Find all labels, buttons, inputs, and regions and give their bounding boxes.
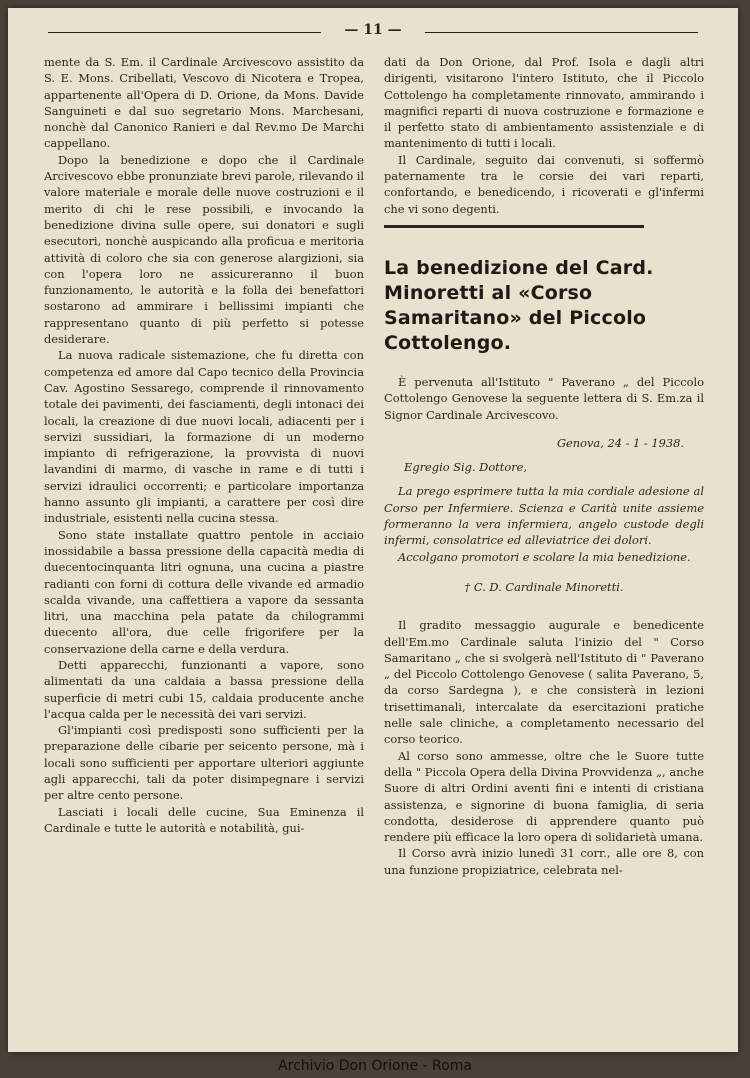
header-rule-right xyxy=(425,32,698,33)
paragraph: dati da Don Orione, dal Prof. Isola e dagli altri dirigenti, visitarono l'intero Istituto, che il Piccolo Cottolengo ha completamente rinnovato, ammirando i magnifici reparti di nuova costruzione e formazione e il perfetto stato di ambientamento assistenziale e di mantenimento di tutti i locali. xyxy=(384,55,704,151)
paragraph: Il Cardinale, seguito dai convenuti, si soffermò paternamente tra le corsie dei vari reparti, confortando, e benedicendo, i ricoverati e gl'infermi che vi sono degenti. xyxy=(384,152,704,216)
letter-signature: † C. D. Cardinale Minoretti. xyxy=(464,579,624,594)
article-intro: È pervenuta all'Istituto " Paverano „ del Piccolo Cottolengo Genovese la seguente lettera di S. Em.za il Signor Cardinale Arcivescovo. xyxy=(384,374,704,422)
letter-salutation: Egregio Sig. Dottore, xyxy=(404,460,527,475)
section-divider xyxy=(384,225,644,228)
paragraph: Sono state installate quattro pentole in acciaio inossidabile a bassa pressione della capacità media di duecentocinquanta litri ognuna, una cucina a piastre radianti con forni di cottura delle vivande ed armadio scalda vivande, una caffettiera a vapore da sessanta litri, una macchina pela patate da chilogrammi duecento all'ora, due celle frigorifere per la conservazione della carne e della verdura. xyxy=(44,527,364,656)
page-number: — 11 — xyxy=(336,22,409,38)
paragraph: Detti apparecchi, funzionanti a vapore, sono alimentati da una caldaia a bassa pressione della superficie di metri cubi 15, caldaia producente anche l'acqua calda per le necessità dei vari servizi. xyxy=(44,657,364,721)
paragraph: mente da S. Em. il Cardinale Arcivescovo assistito da S. E. Mons. Cribellati, Vescovo di Nicotera e Tropea, appartenente all'Opera di D. Orione, da Mons. Davide Sanguineti e dal suo segretario Mons. Marchesani, nonchè dal Canonico Ranieri e dal Rev.mo De Marchi cappellano. xyxy=(44,55,364,151)
document-page xyxy=(8,8,738,1052)
left-column xyxy=(44,54,364,836)
paragraph: Gl'impianti così predisposti sono sufficienti per la preparazione delle cibarie per seicento persone, mà i locali sono sufficienti per apportare ulteriori aggiunte agli apparecchi, tali da poter disimpegnare i servizi per altre cento persone. xyxy=(44,723,364,803)
letter-date: Genova, 24 - 1 - 1938. xyxy=(556,435,684,450)
letter xyxy=(384,435,704,595)
archive-footer: Archivio Don Orione - Roma xyxy=(278,1058,472,1074)
paragraph: Il Corso avrà inizio lunedì 31 corr., alle ore 8, con una funzione propiziatrice, celebrata nel- xyxy=(384,846,704,877)
paragraph: Lasciati i locali delle cucine, Sua Eminenza il Cardinale e tutte le autorità e notabilità, gui- xyxy=(44,804,364,835)
paragraph: La nuova radicale sistemazione, che fu diretta con competenza ed amore dal Capo tecnico della Provincia Cav. Agostino Sessarego, comprende il rinnovamento totale dei pavimenti, dei fasciamenti, degli intonaci dei locali, la creazione di due nuovi locali, adiacenti per i servizi sussidiari, la formazione di un moderno impianto di refrigerazione, la provvista di nuovi lavandini di marmo, di vasche in rame e di tutti i servizi idraulici occorrenti; e particolare importanza hanno assunto gli impianti, a carattere per così dire industriale, esistenti nella cucina stessa. xyxy=(44,348,364,526)
letter-paragraph: Accolgano promotori e scolare la mia benedizione. xyxy=(398,549,691,564)
page-header xyxy=(48,22,698,42)
right-column xyxy=(384,54,704,878)
letter-paragraph: La prego esprimere tutta la mia cordiale adesione al Corso per Infermiere. Scienza e Carità unite assieme formeranno la vera infermiera, angelo custode degli infermi, consolatrice ed alleviatrice dei dolori. xyxy=(384,484,704,548)
article-headline: La benedizione del Card. Minoretti al «Corso Samaritano» del Piccolo Cottolengo. xyxy=(384,256,654,354)
header-rule-left xyxy=(48,32,321,33)
paragraph: Dopo la benedizione e dopo che il Cardinale Arcivescovo ebbe pronunziate brevi parole, rilevando il valore materiale e morale delle nuove costruzioni e il merito di chi le rese possibili, e invocando la benedizione divina sulle opere, sui donatori e sugli esecutori, nonchè auspicando alla proficua e meritoria attività di coloro che sia con generose alargizioni, sia con l'opera loro ne assicureranno il buon funzionamento, le autorità e la folla dei benefattori sostarono ad ammirare i bellissimi impianti che rappresentano quanto di più perfetto si potesse desiderare. xyxy=(44,152,364,347)
paragraph: Il gradito messaggio augurale e benedicente dell'Em.mo Cardinale saluta l'inizio del " Corso Samaritano „ che si svolgerà nell'Istituto di " Paverano „ del Piccolo Cottolengo Genovese ( salita Paverano, 5, da corso Sardegna ), e che consisterà in lezioni trisettimanali, intercalate da esercitazioni pratiche nelle sale cliniche, a completamento necessario del corso teorico. xyxy=(384,618,704,747)
paragraph: Al corso sono ammesse, oltre che le Suore tutte della " Piccola Opera della Divina Provvidenza „, anche Suore di altri Ordini aventi fini e intenti di cristiana assistenza, e signorine di buona famiglia, di seria condotta, desiderose di apprendere quanto può rendere più efficace la loro opera di solidarietà umana. xyxy=(384,748,704,845)
